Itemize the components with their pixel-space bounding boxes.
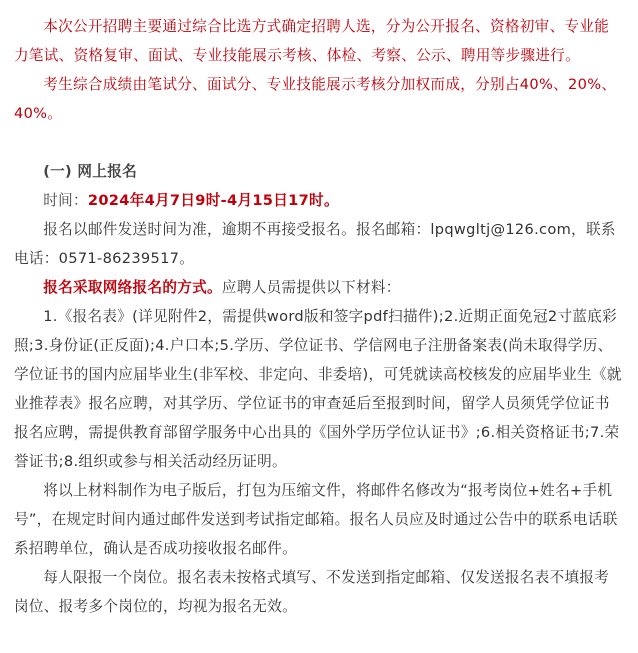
method-emphasis: 报名采取网络报名的方式。 (43, 279, 222, 296)
intro-paragraph-weights: 考生综合成绩由笔试分、面试分、专业技能展示考核分加权而成，分别占40%、20%、40%。 (14, 76, 617, 122)
section-heading-online-registration: (一) 网上报名 (43, 163, 137, 180)
paragraph-spacer (14, 128, 622, 157)
position-limit-paragraph: 每人限报一个岗位。报名表未按格式填写、不发送到指定邮箱、仅发送报名表不填报考岗位、报考多个岗位的，均视为报名无效。 (14, 569, 610, 615)
materials-list-paragraph: 1.《报名表》(详见附件2，需提供word版和签字pdf扫描件);2.近期正面免冠2寸蓝底彩照;3.身份证(正反面);4.户口本;5.学历、学位证书、学信网电子注册备案表(尚未取得学历、学位证书的国内应届毕业生(非军校、非定向、非委培)，可凭就读高校核发的应届毕业生《就业推荐表》报名应聘，对其学历、学位证书的审查延后至报到时间，留学人员须凭学位证书报名应聘，需提供教育部留学服务中心出具的《国外学历学位认证书》;6.相关资格证书;7.荣誉证书;8.组织或参与相关活动经历证明。 (14, 308, 622, 470)
email-contact-paragraph: 报名以邮件发送时间为准，逾期不再接受报名。报名邮箱：lpqwgltj@126.com，联系电话：0571-86239517。 (14, 221, 616, 267)
method-rest: 应聘人员需提供以下材料： (221, 279, 401, 296)
registration-time (14, 186, 622, 215)
intro-paragraph-steps: 本次公开招聘主要通过综合比选方式确定招聘人选，分为公开报名、资格初审、专业能力笔试、资格复审、面试、专业技能展示考核、体检、考察、公示、聘用等步骤进行。 (14, 18, 610, 64)
time-value: 2024年4月7日9时-4月15日17时。 (87, 192, 339, 209)
registration-method-paragraph (14, 273, 622, 302)
packaging-instructions-paragraph: 将以上材料制作为电子版后，打包为压缩文件，将邮件名修改为“报考岗位+姓名+手机号”，在规定时间内通过邮件发送到考试指定邮箱。报名人员应及时通过公告中的联系电话联系招聘单位，确认是否成功接收报名邮件。 (14, 482, 618, 557)
time-label: 时间： (43, 192, 88, 209)
